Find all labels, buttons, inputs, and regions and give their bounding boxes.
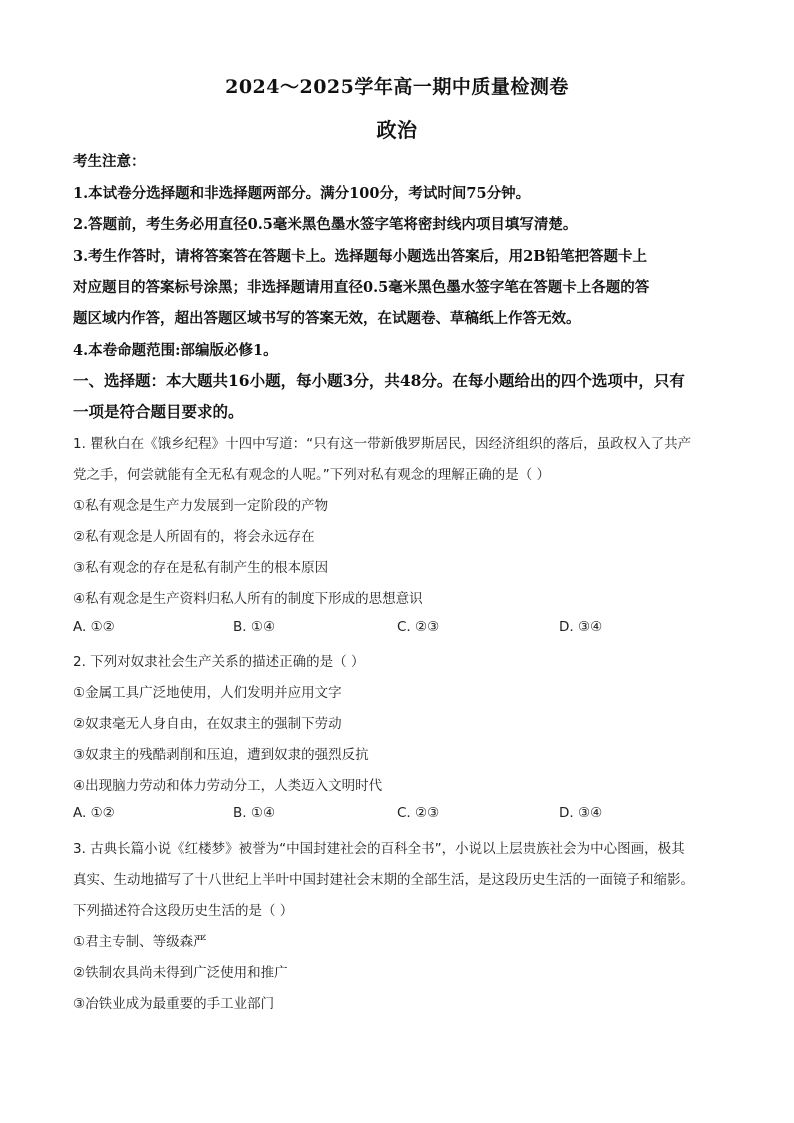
- question-item: ③私有观念的存在是私有制产生的根本原因: [73, 560, 329, 576]
- question-stem: 3. 古典长篇小说《红楼梦》被誉为“中国封建社会的百科全书”，小说以上层贵族社会为中心图画，极其: [73, 841, 685, 857]
- option-a: A. ①②: [73, 619, 115, 635]
- question-stem: 真实、生动地描写了十八世纪上半叶中国封建社会末期的全部生活，是这段历史生活的一面镜子和缩影。: [73, 872, 694, 888]
- option-d: D. ③④: [559, 805, 603, 821]
- subject-title: 政治: [376, 118, 418, 142]
- question-item: ①私有观念是生产力发展到一定阶段的产物: [73, 498, 329, 514]
- notice-heading: 考生注意：: [73, 153, 146, 170]
- question-item: ②铁制农具尚未得到广泛使用和推广: [73, 965, 288, 981]
- section-heading: 一、选择题：本大题共16小题，每小题3分，共48分。在每小题给出的四个选项中，只有: [73, 371, 685, 390]
- notice-line: 对应题目的答案标号涂黑；非选择题请用直径0.5毫米黑色墨水签字笔在答题卡上各题的答: [73, 279, 650, 296]
- question-item: ③奴隶主的残酷剥削和压迫，遭到奴隶的强烈反抗: [73, 747, 369, 763]
- answer-options: [73, 619, 723, 639]
- answer-options: [73, 805, 723, 825]
- option-a: A. ①②: [73, 805, 115, 821]
- notice-line: 题区域内作答，超出答题区域书写的答案无效，在试题卷、草稿纸上作答无效。: [73, 310, 581, 327]
- exam-title: 2024～2025学年高一期中质量检测卷: [225, 76, 569, 98]
- option-c: C. ②③: [397, 619, 440, 635]
- option-b: B. ①④: [233, 805, 276, 821]
- question-stem: 党之手，何尝就能有全无私有观念的人呢。”下列对私有观念的理解正确的是（ ）: [73, 467, 551, 483]
- section-heading: 一项是符合题目要求的。: [73, 402, 244, 421]
- option-b: B. ①④: [233, 619, 276, 635]
- question-stem: 下列描述符合这段历史生活的是（ ）: [73, 903, 294, 919]
- question-item: ③冶铁业成为最重要的手工业部门: [73, 996, 275, 1012]
- question-item: ①金属工具广泛地使用，人们发明并应用文字: [73, 685, 342, 701]
- question-item: ④私有观念是生产资料归私人所有的制度下形成的思想意识: [73, 591, 423, 607]
- question-item: ②奴隶毫无人身自由，在奴隶主的强制下劳动: [73, 716, 342, 732]
- question-stem: 2. 下列对奴隶社会生产关系的描述正确的是（ ）: [73, 654, 365, 670]
- question-item: ④出现脑力劳动和体力劳动分工，人类迈入文明时代: [73, 778, 383, 794]
- notice-line: 2.答题前，考生务必用直径0.5毫米黑色墨水签字笔将密封线内项目填写清楚。: [73, 216, 578, 233]
- notice-line: 3.考生作答时，请将答案答在答题卡上。选择题每小题选出答案后，用2B铅笔把答题卡上: [73, 248, 647, 265]
- question-stem: 1. 瞿秋白在《饿乡纪程》十四中写道：“只有这一带新俄罗斯居民，因经济组织的落后，虽政权入了共产: [73, 436, 692, 452]
- option-c: C. ②③: [397, 805, 440, 821]
- option-d: D. ③④: [559, 619, 603, 635]
- notice-line: 1.本试卷分选择题和非选择题两部分。满分100分，考试时间75分钟。: [73, 185, 531, 202]
- notice-line: 4.本卷命题范围:部编版必修1。: [73, 342, 278, 359]
- question-item: ①君主专制、等级森严: [73, 934, 207, 950]
- question-item: ②私有观念是人所固有的，将会永远存在: [73, 529, 315, 545]
